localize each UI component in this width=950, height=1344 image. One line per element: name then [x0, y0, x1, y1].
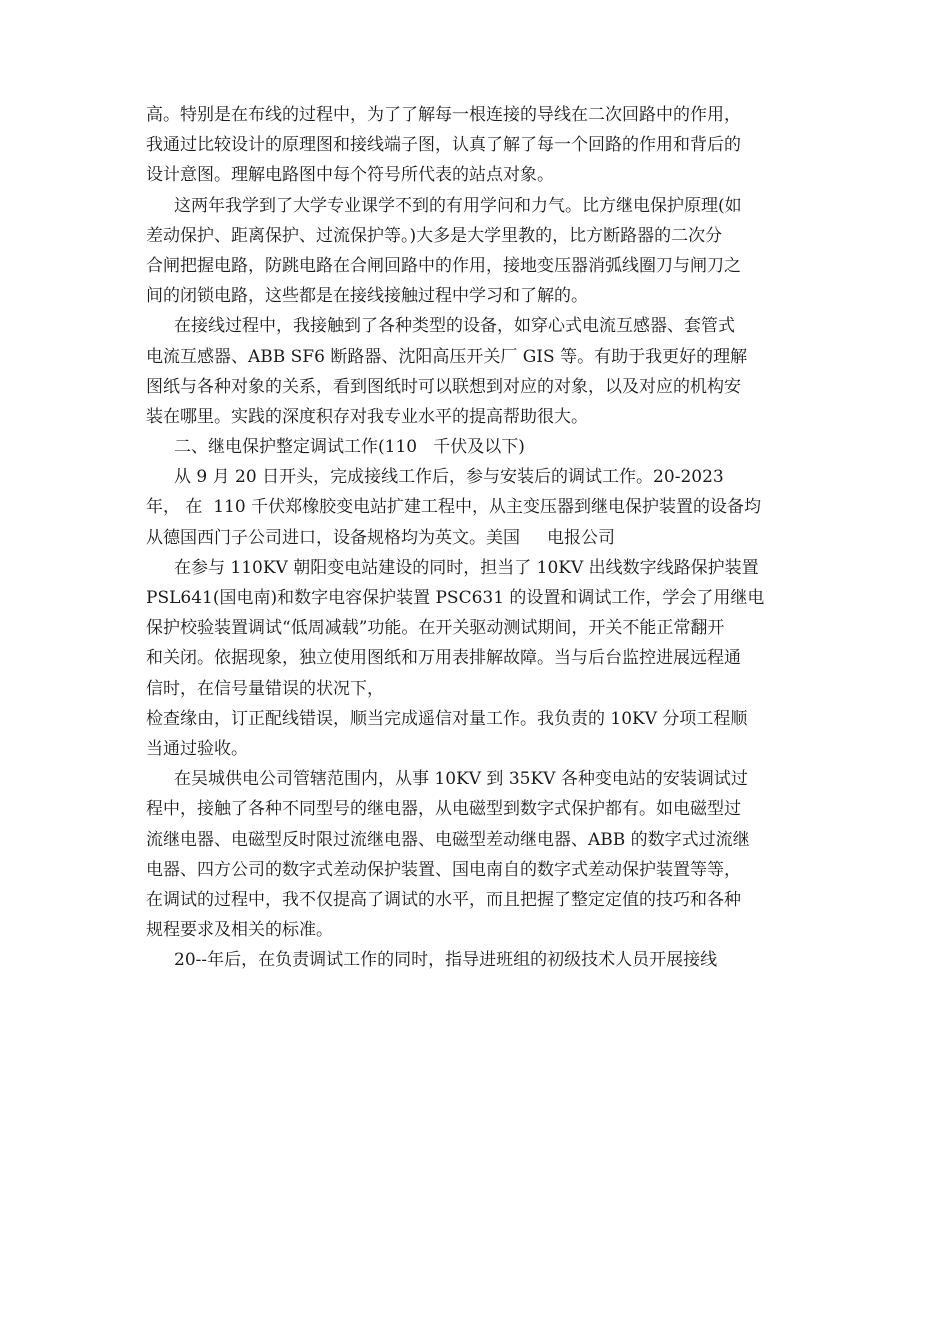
text-line: 在吴城供电公司管辖范围内，从事 10KV 到 35KV 各种变电站的安装调试过: [174, 769, 748, 790]
text-line: 检查缘由，订正配线错误，顺当完成遥信对量工作。我负责的 10KV 分项工程顺: [146, 708, 748, 729]
text-line: 在调试的过程中，我不仅提高了调试的水平，而且把握了整定定值的技巧和各种: [146, 889, 741, 910]
text-line: 设计意图。理解电路图中每个符号所代表的站点对象。: [146, 165, 554, 186]
text-line: 在参与 110KV 朝阳变电站建设的同时，担当了 10KV 出线数字线路保护装置: [174, 557, 759, 578]
text-line: 年， 在 110 千伏郑橡胶变电站扩建工程中，从主变压器到继电保护装置的设备均: [146, 497, 762, 518]
text-line: 差动保护、距离保护、过流保护等。)大多是大学里教的，比方断路器的二次分: [146, 225, 723, 246]
text-line: 保护校验装置调试“低周减载”功能。在开关驱动测试期间，开关不能正常翻开: [146, 618, 725, 639]
text-line: 和关闭。依据现象，独立使用图纸和万用表排解故障。当与后台监控进展远程通: [146, 648, 741, 669]
text-line: 我通过比较设计的原理图和接线端子图，认真了解了每一个回路的作用和背后的: [146, 135, 741, 156]
text-line: 程中，接触了各种不同型号的继电器，从电磁型到数字式保护都有。如电磁型过: [146, 799, 741, 820]
text-line: 20--年后，在负责调试工作的同时，指导进班组的初级技术人员开展接线: [174, 950, 718, 971]
text-line: 装在哪里。实践的深度积存对我专业水平的提高帮助很大。: [146, 406, 588, 427]
text-line: 规程要求及相关的标准。: [146, 920, 333, 941]
text-line: 图纸与各种对象的关系，看到图纸时可以联想到对应的对象，以及对应的机构安: [146, 376, 741, 397]
text-line: 在接线过程中，我接触到了各种类型的设备，如穿心式电流互感器、套管式: [174, 316, 735, 337]
text-line: 信时，在信号量错误的状况下，: [146, 678, 384, 699]
text-line: 流继电器、电磁型反时限过流继电器、电磁型差动继电器、ABB 的数字式过流继: [146, 829, 750, 850]
text-line: 高。特别是在布线的过程中，为了了解每一根连接的导线在二次回路中的作用，: [146, 105, 741, 125]
text-line: 间的闭锁电路，这些都是在接线接触过程中学习和了解的。: [146, 286, 588, 307]
text-line: 二、继电保护整定调试工作(110 千伏及以下): [174, 437, 525, 458]
document-body: [146, 100, 811, 975]
text-line: 电器、四方公司的数字式差动保护装置、国电南自的数字式差动保护装置等等，: [146, 859, 741, 880]
text-line: 从 9 月 20 日开头，完成接线工作后，参与安装后的调试工作。20-2023: [174, 467, 724, 488]
text-line: 电流互感器、ABB SF6 断路器、沈阳高压开关厂 GIS 等。有助于我更好的理解: [146, 346, 748, 367]
text-line: PSL641(国电南)和数字电容保护装置 PSC631 的设置和调试工作，学会了用继电: [146, 588, 765, 608]
text-line: 当通过验收。: [146, 738, 248, 759]
text-line: 合闸把握电路，防跳电路在合闸回路中的作用，接地变压器消弧线圈刀与闸刀之: [146, 255, 741, 276]
text-line: 从德国西门子公司进口，设备规格均为英文。美国 电报公司: [146, 527, 616, 548]
text-line: 这两年我学到了大学专业课学不到的有用学问和力气。比方继电保护原理(如: [174, 195, 742, 216]
